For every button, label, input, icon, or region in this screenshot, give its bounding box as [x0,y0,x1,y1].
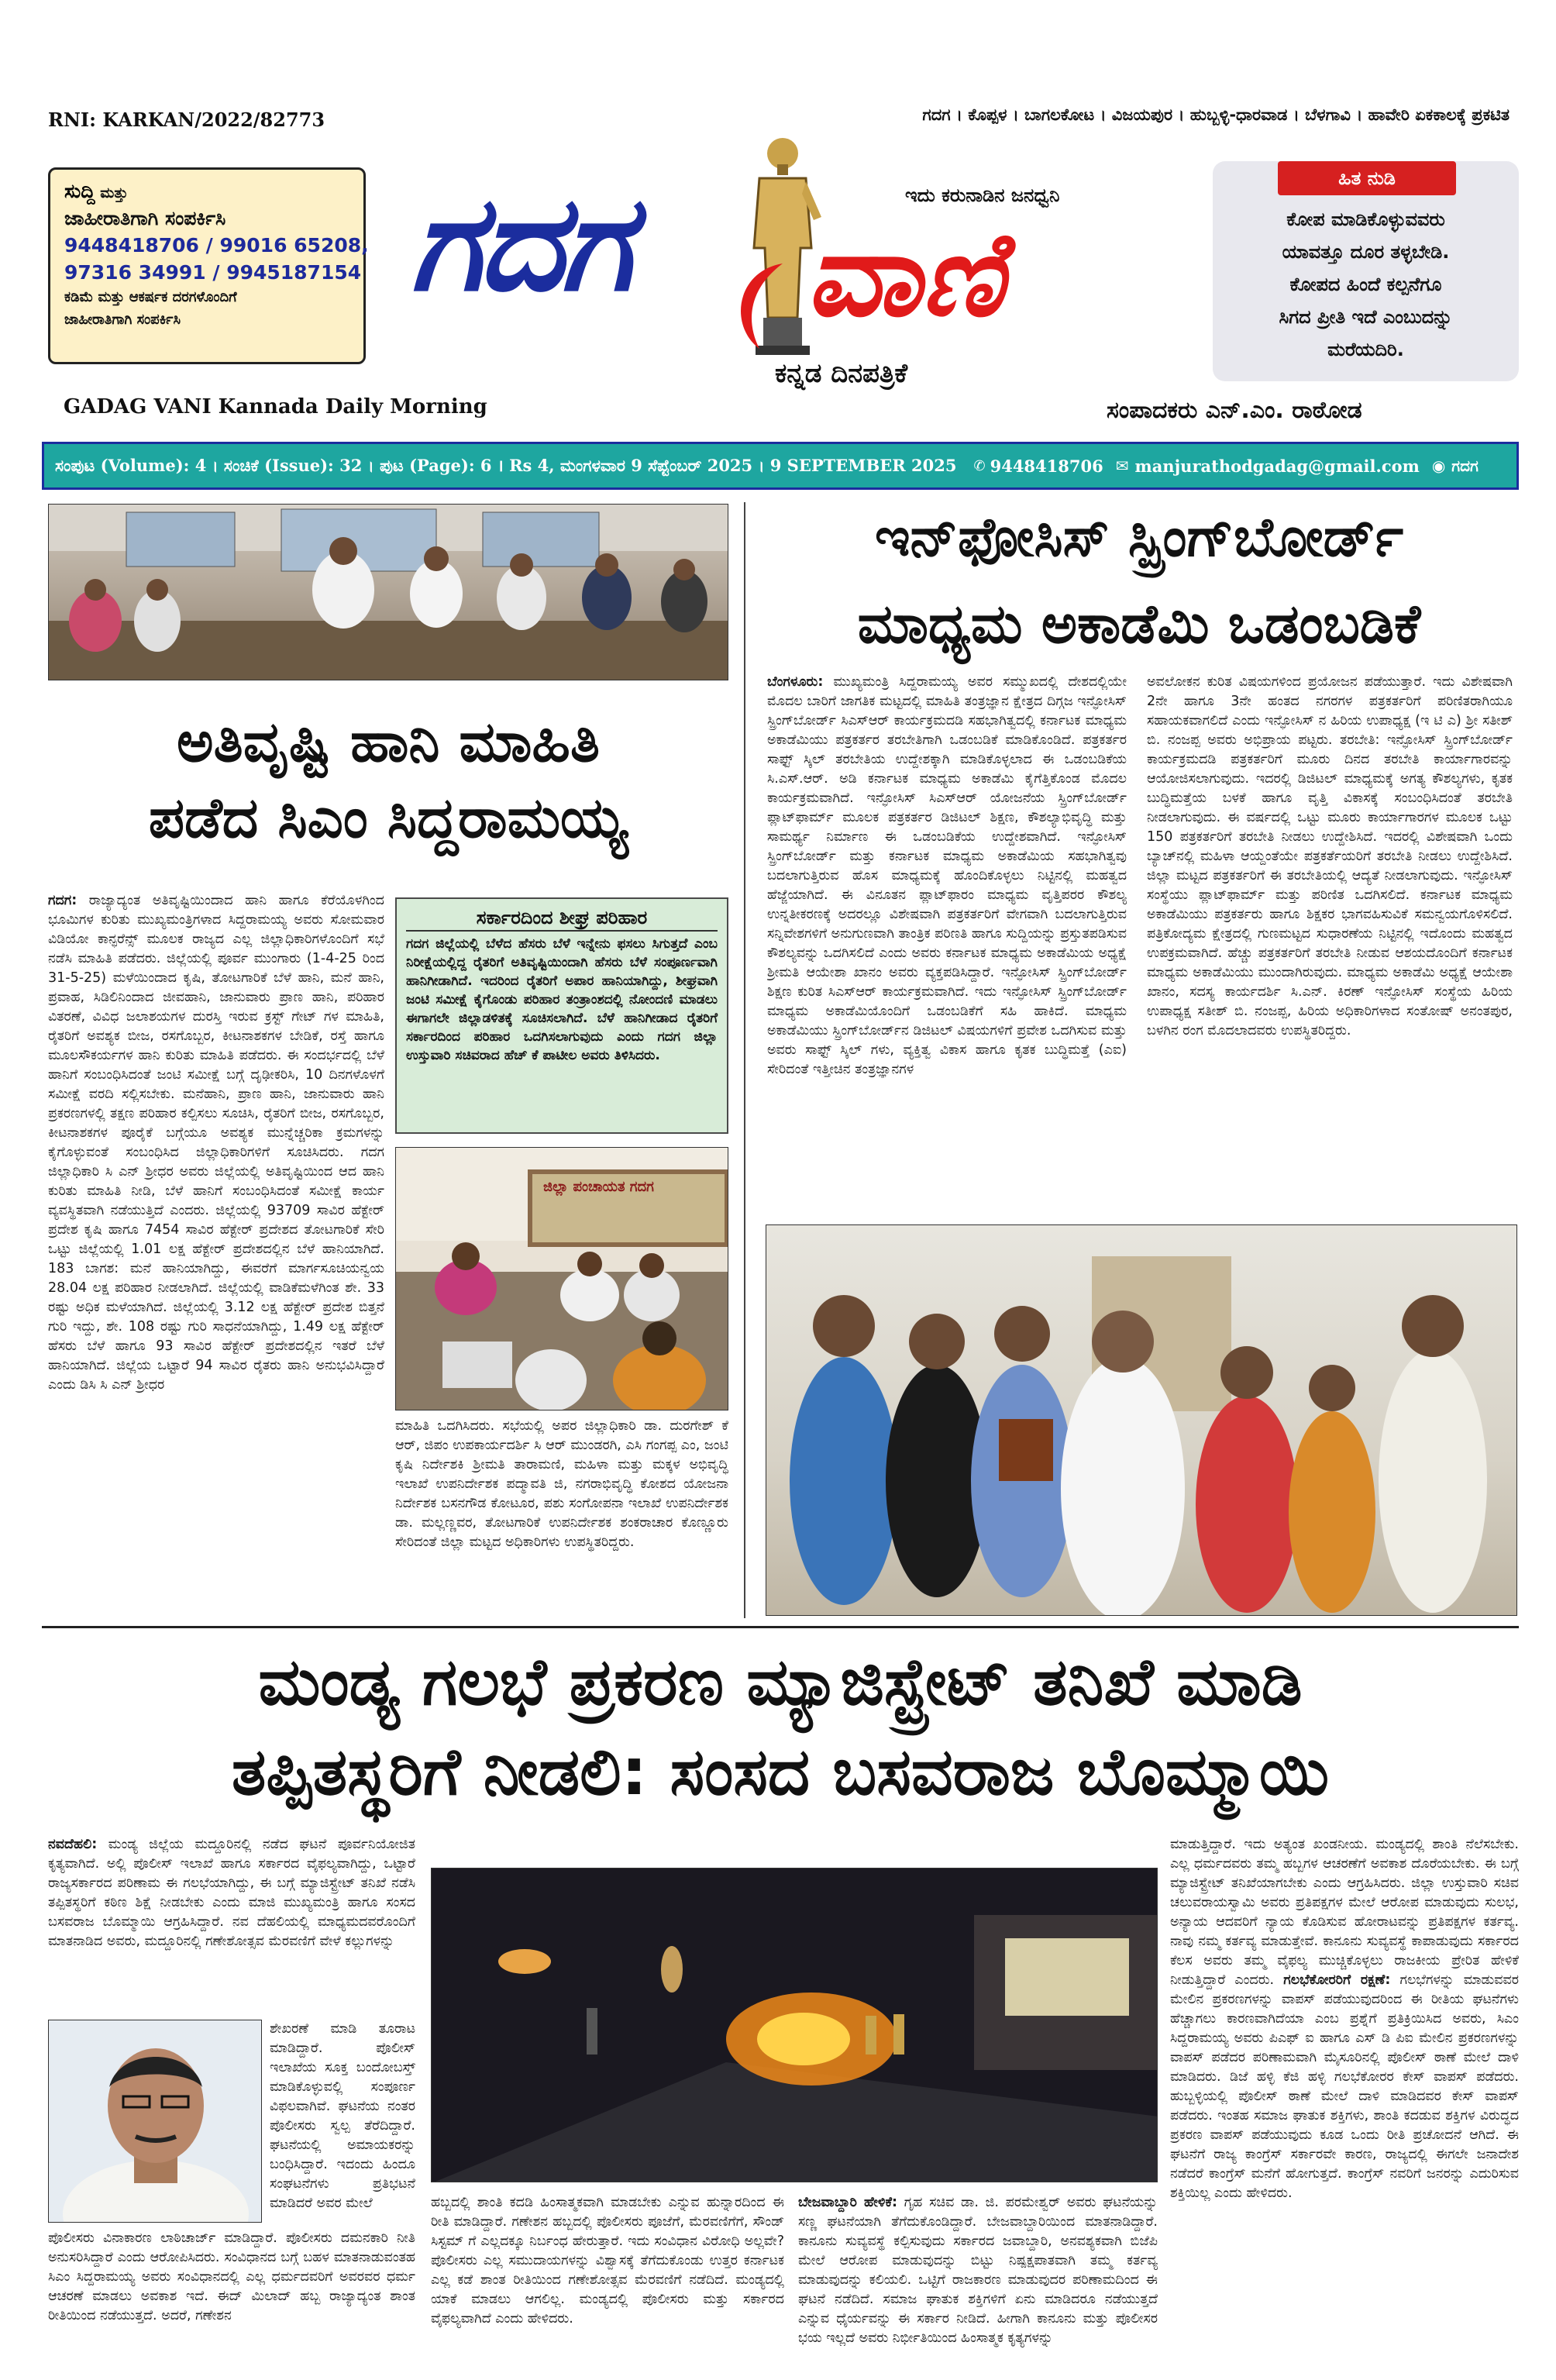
quote-line-2: ಯಾವತ್ತೂ ದೂರ ತಳ್ಳಬೇಡಿ. [1282,241,1450,263]
contact-title-b: ಮತ್ತು [95,184,129,201]
story2-headline-1: ಇನ್‌ಫೋಸಿಸ್ ಸ್ಪ್ರಿಂಗ್‌ಬೋರ್ಡ್ [874,505,1404,569]
story3-text-4b: ಗಲಭೆಗಳನ್ನು ಮಾಡುವವರ ಮೇಲಿನ ಪ್ರಕರಣಗಳನ್ನು ವಾಪಸ್ ಪಡೆಯುವುದರಿಂದ ಈ ರೀತಿಯ ಘಟನೆಗಳು ಹೆಚ್ಚಾಗಲು ಕಾರಣವಾಗಿದೆಯಾ ಎಂಬ ಪ್ರಶ್ನೆಗೆ ಪ್ರತಿಕ್ರಿಯಿಸಿದ ಅವರು, ಸಿಎಂ ಸಿದ್ದರಾಮಯ್ಯ ಅವರು ಪಿಎಫ್ ಐ ಹಾಗೂ ಎಸ್ ಡಿ ಪಿಐ ಮೇಲಿನ ಪ್ರಕರಣಗಳನ್ನು ವಾಪಸ್ ಪಡೆದರ ಪರಿಣಾಮವಾಗಿ ಮೈಸೂರಿನಲ್ಲಿ ಪೊಲೀಸ್ ಠಾಣೆ ಮೇಲೆ ದಾಳಿ ಮಾಡಿದರು. ಡಿಜೆ ಹಳ್ಳಿ ಕೆಜಿ ಹಳ್ಳಿ ಗಲಭೆಕೋರರ ಕೇಸ್ ವಾಪಸ್ ಪಡೆದರು. ಹುಬ್ಬಳ್ಳಿಯಲ್ಲಿ ಪೊಲೀಸ್ ಠಾಣೆ ಮೇಲೆ ದಾಳಿ ಮಾಡಿದವರ ಕೇಸ್ ವಾಪಸ್ ಪಡೆದರು. ಇಂತಹ ಸಮಾಜ ಘಾತುಕ ಶಕ್ತಿಗಳು, ಶಾಂತಿ ಕದಡುವ ಶಕ್ತಿಗಳ ವಿರುದ್ಧದ ಪ್ರಕರಣ ವಾಪಸ್ ಪಡೆಯುವುದು ಕೂಡ ಒಂದು ರೀತಿ ಪ್ರಚೋದನೆ ಆಗಿದೆ. ಈ ಘಟನೆಗೆ ರಾಜ್ಯ ಕಾಂಗ್ರೆಸ್ ಸರ್ಕಾರವೇ ಕಾರಣ, ರಾಜ್ಯದಲ್ಲಿ ಈಗಲೇ ಜನಾದೇಶ ನಡೆದರೆ ಕಾಂಗ್ರೆಸ್ ಮನೆಗೆ ಹೋಗುತ್ತದೆ. ಕಾಂಗ್ರೆಸ್ ನವರಿಗೆ ಜನರನ್ನು ಎದುರಿಸುವ ಶಕ್ತಿಯಿಲ್ಲ ಎಂದು ಹೇಳಿದರು. [1170,1972,1519,2201]
relief-box-body: ಗದಗ ಜಿಲ್ಲೆಯಲ್ಲಿ ಬೆಳೆದ ಹೆಸರು ಬೆಳೆ ಇನ್ನೇನು ಫಸಲು ಸಿಗುತ್ತದೆ ಎಂಬ ನಿರೀಕ್ಷೆಯಲ್ಲಿದ್ದ ರೈತರಿಗೆ ಅತಿವೃಷ್ಟಿಯಿಂದಾಗಿ ಹೆಸರು ಬೆಳೆ ಸಂಪೂರ್ಣವಾಗಿ ಹಾನಿಗೀಡಾಗಿದೆ. ಇದರಿಂದ ರೈತರಿಗೆ ಅಪಾರ ಹಾನಿಯಾಗಿದ್ದು, ಶೀಘ್ರವಾಗಿ ಜಂಟಿ ಸಮೀಕ್ಷೆ ಕೈಗೊಂಡು ಪರಿಹಾರ ತಂತ್ರಾಂಶದಲ್ಲಿ ನೋಂದಣಿ ಮಾಡಲು ಈಗಾಗಲೇ ಜಿಲ್ಲಾಡಳಿತಕ್ಕೆ ಸೂಚಿಸಲಾಗಿದೆ. ಬೆಳೆ ಹಾನಿಗೀಡಾದ ರೈತರಿಗೆ ಸರ್ಕಾರದಿಂದ ಪರಿಹಾರ ಒದಗಿಸಲಾಗುವುದು ಎಂದು ಗದಗ ಜಿಲ್ಲಾ ಉಸ್ತುವಾರಿ ಸಚಿವರಾದ ಹೆಚ್ ಕೆ ಪಾಟೀಲ ಅವರು ತಿಳಿಸಿದರು. [406,936,718,1063]
quote-line-3: ಕೋಪದ ಹಿಂದೆ ಕಲ್ಪನೆಗೂ [1289,274,1442,295]
phone-icon: ✆ [973,457,986,474]
quote-line-5: ಮರೆಯದಿರಿ. [1327,339,1404,360]
story3-headline-2: ತಪ್ಪಿತಸ್ಥರಿಗೆ ನೀಡಲಿ: ಸಂಸದ ಬಸವರಾಜ ಬೊಮ್ಮಾಯಿ [231,1734,1330,1810]
story2-dateline: ಬೆಂಗಳೂರು: [767,674,824,690]
location-icon: ◉ [1431,456,1446,475]
story2-body-col2 [1147,673,1513,1215]
relief-box-title: ಸರ್ಕಾರದಿಂದ ಶೀಘ್ರ ಪರಿಹಾರ [406,905,718,932]
story1-body-col1 [48,891,384,1612]
basavaraj-bommai-portrait [48,2020,262,2223]
logo-tagline: ಇದು ಕರುನಾಡಿನ ಜನಧ್ವನಿ [905,184,1060,206]
logo-vani: ವಾಣಿ [806,208,1004,343]
story3-text-2: ಹಬ್ಬದಲ್ಲಿ ಶಾಂತಿ ಕದಡಿ ಹಿಂಸಾತ್ಮಕವಾಗಿ ಮಾಡಬೇಕು ಎನ್ನುವ ಹುನ್ನಾರದಿಂದ ಈ ರೀತಿ ಮಾಡಿದ್ದಾರೆ. ಗಣೇಶನ ಹಬ್ಬದಲ್ಲಿ ಪೊಲೀಸರು ಪೂಜೆಗೆ, ಮೆರವಣಿಗೆಗೆ, ಸೌಂಡ್ ಸಿಸ್ಟಮ್ ಗೆ ಎಲ್ಲದಕ್ಕೂ ನಿರ್ಬಂಧ ಹೇರುತ್ತಾರೆ. ಇದು ಸಂವಿಧಾನ ವಿರೋಧಿ ಅಲ್ಲವೇ? ಪೊಲೀಸರು ಎಲ್ಲ ಸಮುದಾಯಗಳನ್ನು ವಿಶ್ವಾಸಕ್ಕೆ ತೆಗೆದುಕೊಂಡು ಉತ್ತರ ಕರ್ನಾಟಕ ಎಲ್ಲ ಕಡೆ ಶಾಂತ ರೀತಿಯಿಂದ ಗಣೇಶೋತ್ಸವ ಮೆರವಣಿಗೆ ನಡೆದಿದೆ. ಮಂಡ್ಯದಲ್ಲಿ ಯಾಕೆ ಮಾಡಲು ಆಗಲಿಲ್ಲ. ಮಂಡ್ಯದಲ್ಲಿ ಪೊಲೀಸರು ಮತ್ತು ಸರ್ಕಾರದ ವೈಫಲ್ಯವಾಗಿದೆ ಎಂದು ಹೇಳಿದರು. [431,2195,784,2327]
story3-body-col3 [798,2193,1158,2368]
subtitle-kannada-daily: ಕನ್ನಡ ದಿನಪತ್ರಿಕೆ [775,358,908,389]
story2-headline-2: ಮಾಧ್ಯಮ ಅಕಾಡೆಮಿ ಒಡಂಬಡಿಕೆ [857,592,1421,656]
bar-phone: 9448418706 [990,456,1103,476]
quote-line-1: ಕೋಪ ಮಾಡಿಕೊಳ್ಳುವವರು [1286,208,1445,230]
story3-body-col1-top [48,1835,415,2012]
contact-box [48,167,369,364]
issue-info: ಸಂಪುಟ (Volume): 4 । ಸಂಚಿಕೆ (Issue): 32 । ಪುಟ (Page): 6 । Rs 4, ಮಂಗಳವಾರ 9 ಸೆಪ್ಟೆಂಬರ್ 2025 । 9 SEPTEMBER 2025 [55,456,957,475]
story3-headline-1: ಮಂಡ್ಯ ಗಲಭೆ ಪ್ರಕರಣ ಮ್ಯಾಜಿಸ್ಟ್ರೇಟ್ ತನಿಖೆ ಮಾಡಿ [258,1644,1303,1720]
story3-body-col1-side [270,2020,415,2223]
mandya-clash-fire-photo [431,1868,1158,2182]
cm-meeting-photo [48,504,728,680]
story3-body-col1-bottom [48,2229,415,2368]
logo-gadag: ಗದಗ [411,167,629,321]
story3-text-4a: ಮಾಡುತ್ತಿದ್ದಾರೆ. ಇದು ಅತ್ಯಂತ ಖಂಡನೀಯ. ಮಂಡ್ಯದಲ್ಲಿ ಶಾಂತಿ ನೆಲೆಸಬೇಕು. ಎಲ್ಲ ಧರ್ಮದವರು ತಮ್ಮ ಹಬ್ಬಗಳ ಆಚರಣೆಗೆ ಅವಕಾಶ ದೊರೆಯಬೇಕು. ಈ ಬಗ್ಗೆ ಮ್ಯಾಜಿಸ್ಟ್ರೇಟ್ ತನಿಖೆಯಾಗಬೇಕು ಎಂದು ಆಗ್ರಹಿಸಿದರು. ಜಿಲ್ಲಾ ಉಸ್ತುವಾರಿ ಸಚಿವ ಚಲುವರಾಯಸ್ವಾಮಿ ಅವರು ಪ್ರತಿಪಕ್ಷಗಳ ಮೇಲೆ ಆರೋಪ ಮಾಡುವುದು ಸುಲಭ, ಅನ್ಯಾಯ ಆದವರಿಗೆ ನ್ಯಾಯ ಕೊಡಿಸುವ ಹೋರಾಟವನ್ನು ಪ್ರತಿಪಕ್ಷಗಳ ಕರ್ತವ್ಯ. ನಾವು ನಮ್ಮ ಕರ್ತವ್ಯ ಮಾಡುತ್ತೇವೆ. ಕಾನೂನು ಸುವ್ಯವಸ್ಥೆ ಕಾಪಾಡುವುದು ಸರ್ಕಾರದ ಕೆಲಸ ಅವರು ತಮ್ಮ ವೈಫಲ್ಯ ಮುಚ್ಚಿಕೊಳ್ಳಲು ರಾಜಕೀಯ ಪ್ರೇರಿತ ಹೇಳಿಕೆ ನೀಡುತ್ತಿದ್ದಾರೆ ಎಂದರು. [1170,1837,1519,1988]
story1-headline-2: ಪಡೆದ ಸಿಎಂ ಸಿದ್ದರಾಮಯ್ಯ [148,785,628,850]
story3-subhead-irresponsible: ಬೇಜವಾಬ್ದಾರಿ ಹೇಳಿಕೆ: [798,2195,898,2210]
story1-text-1: ರಾಜ್ಯಾದ್ಯಂತ ಅತಿವೃಷ್ಟಿಯಿಂದಾದ ಹಾನಿ ಹಾಗೂ ಕೆರೆಯೊಳಗಿಂದ ಭೂಮಿಗಳ ಕುರಿತು ಮುಖ್ಯಮಂತ್ರಿಗಳಾದ ಸಿದ್ದರಾಮಯ್ಯ ಅವರು ಸೋಮವಾರ ವಿಡಿಯೋ ಕಾನ್ಫರೆನ್ಸ್ ಮೂಲಕ ರಾಜ್ಯದ ಎಲ್ಲ ಜಿಲ್ಲಾಧಿಕಾರಿಗಳೊಂದಿಗೆ ಸಭೆ ನಡೆಸಿ ಮಾಹಿತಿ ಪಡೆದರು. ಜಿಲ್ಲೆಯಲ್ಲಿ ಪೂರ್ವ ಮುಂಗಾರು (1-4-25 ರಿಂದ 31-5-25) ಮಳೆಯಿಂದಾದ ಕೃಷಿ, ತೋಟಗಾರಿಕೆ ಬೆಳೆ ಹಾನಿ, ಮನೆ ಹಾನಿ, ಪ್ರವಾಹ, ಸಿಡಿಲಿನಿಂದಾದ ಜೀವಹಾನಿ, ಜಾನುವಾರು ಪ್ರಾಣ ಹಾನಿ, ಪರಿಹಾರ ವಿತರಣೆ, ವಿವಿಧ ಜಲಾಶಯಗಳ ದುರಸ್ತಿ ಇರುವ ಕ್ರಸ್ಟ್ ಗೇಟ್ ಗಳ ಮಾಹಿತಿ, ರೈತರಿಗೆ ಅವಶ್ಯಕ ಬೀಜ, ರಸಗೊಬ್ಬರ, ಕೀಟನಾಶಕಗಳ ಬೇಡಿಕೆ, ರಸ್ತೆ ಹಾಗೂ ಮೂಲಸೌಕರ್ಯಗಳ ಹಾನಿ ಕುರಿತು ಮಾಹಿತಿ ಪಡೆದರು. ಈ ಸಂದರ್ಭದಲ್ಲಿ ಬೆಳೆ ಹಾನಿಗೆ ಸಂಬಂಧಿಸಿದಂತೆ ಜಂಟಿ ಸಮೀಕ್ಷೆ ಬಗ್ಗೆ ದೃಢೀಕರಿಸಿ, 10 ದಿನಗಳೊಳಗೆ ಸಮೀಕ್ಷೆ ವರದಿ ಸಲ್ಲಿಸಬೇಕು. ಮನೆಹಾನಿ, ಪ್ರಾಣ ಹಾನಿ, ಜಾನುವಾರು ಹಾನಿ ಪ್ರಕರಣಗಳಲ್ಲಿ ತಕ್ಷಣ ಪರಿಹಾರ ಕಲ್ಪಿಸಲು ಸೂಚಿಸಿ, ರೈತರಿಗೆ ಬೀಜ, ರಸಗೊಬ್ಬರ, ಕೀಟನಾಶಕಗಳ ಪೂರೈಕೆ ಬಗ್ಗೆಯೂ ಅವಶ್ಯಕ ಮುನ್ನೆಚ್ಚರಿಕಾ ಕ್ರಮಗಳನ್ನು ಕೈಗೊಳ್ಳುವಂತೆ ಸಂಬಂಧಿಸಿದ ಜಿಲ್ಲಾಧಿಕಾರಿಗಳಿಗೆ ಸೂಚಿಸಿದರು. ಗದಗ ಜಿಲ್ಲಾಧಿಕಾರಿ ಸಿ ಎನ್ ಶ್ರೀಧರ ಅವರು ಜಿಲ್ಲೆಯಲ್ಲಿ ಅತಿವೃಷ್ಟಿಯಿಂದ ಆದ ಹಾನಿ ಕುರಿತು ಮಾಹಿತಿ ನೀಡಿ, ಬೆಳೆ ಹಾನಿಗೆ ಸಂಬಂಧಿಸಿದಂತೆ ಸಮೀಕ್ಷೆ ಕಾರ್ಯ ವ್ಯವಸ್ಥಿತವಾಗಿ ನಡೆಯುತ್ತಿದೆ ಎಂದರು. ಜಿಲ್ಲೆಯಲ್ಲಿ 93709 ಸಾವಿರ ಹೆಕ್ಟೇರ್ ಪ್ರದೇಶ ಕೃಷಿ ಹಾಗೂ 7454 ಸಾವಿರ ಹೆಕ್ಟೇರ್ ಪ್ರದೇಶದ ತೋಟಗಾರಿಕೆ ಸೇರಿ ಒಟ್ಟು ಜಿಲ್ಲೆಯಲ್ಲಿ 1.01 ಲಕ್ಷ ಹೆಕ್ಟೇರ್ ಪ್ರದೇಶದಲ್ಲಿನ ಬೆಳೆ ಹಾನಿಯಾಗಿದೆ. 183 ಬಾಗಶ: ಮನೆ ಹಾನಿಯಾಗಿದ್ದು, ಈವರೆಗೆ ಮಾರ್ಗಸೂಚಿಯನ್ವಯ 28.04 ಲಕ್ಷ ಪರಿಹಾರ ನೀಡಲಾಗಿದೆ. ಜಿಲ್ಲೆಯಲ್ಲಿ ವಾಡಿಕೆಮಳೆಗಿಂತ ಶೇ. 33 ರಷ್ಟು ಅಧಿಕ ಮಳೆಯಾಗಿದೆ. ಜಿಲ್ಲೆಯಲ್ಲಿ 3.12 ಲಕ್ಷ ಹೆಕ್ಟೇರ್ ಪ್ರದೇಶ ಬಿತ್ತನೆ ಗುರಿ ಇದ್ದು, ಶೇ. 108 ರಷ್ಟು ಗುರಿ ಸಾಧನೆಯಾಗಿದ್ದು, 1.49 ಲಕ್ಷ ಹೆಕ್ಟೇರ್ ಹೆಸರು ಬೆಳೆ ಹಾಗೂ 93 ಸಾವಿರ ಹೆಕ್ಟೇರ್ ಪ್ರದೇಶದಲ್ಲಿನ ಇತರೆ ಬೆಳೆ ಹಾನಿಯಾಗಿದೆ. ಜಿಲ್ಲೆಯ ಒಟ್ಟಾರೆ 94 ಸಾವಿರ ರೈತರು ಹಾನಿ ಅನುಭವಿಸಿದ್ದಾರೆ ಎಂದು ಡಿಸಿ ಸಿ ಎನ್ ಶ್ರೀಧರ [48,893,384,1393]
relief-box [395,897,728,1134]
story1-dateline: ಗದಗ: [48,893,77,908]
rni-number: RNI: KARKAN/2022/82773 [48,108,325,131]
contact-note-1: ಕಡಿಮೆ ಮತ್ತು ಆಕರ್ಷಕ ದರಗಳೊಂದಿಗೆ [64,289,237,305]
section-divider [42,1626,1519,1628]
story1-headline-1: ಅತಿವೃಷ್ಟಿ ಹಾನಿ ಮಾಹಿತಿ [177,709,600,774]
contact-note-2: ಜಾಹೀರಾತಿಗಾಗಿ ಸಂಪರ್ಕಿಸಿ [64,312,181,328]
issue-info-bar [42,442,1519,490]
bar-email: manjurathodgadag@gmail.com [1134,456,1420,476]
story2-body-col1 [767,673,1127,1215]
story1-body-col2 [395,1417,728,1612]
quote-title: ಹಿತ ನುಡಿ [1278,161,1456,195]
contact-title-a: ಸುದ್ದಿ [64,180,95,202]
story3-subhead-rioters: ಗಲಭೆಕೋರರಿಗೆ ರಕ್ಷಣೆ: [1283,1972,1391,1988]
story3-body-col2 [431,2193,784,2368]
contact-phones-2: 97316 34991 / 9945187154 [64,261,362,284]
story3-dateline: ನವದೆಹಲಿ: [48,1837,98,1852]
story1-text-2: ಮಾಹಿತಿ ಒದಗಿಸಿದರು. ಸಭೆಯಲ್ಲಿ ಅಪರ ಜಿಲ್ಲಾಧಿಕಾರಿ ಡಾ. ದುರಗೇಶ್ ಕೆ ಆರ್, ಜಿಪಂ ಉಪಕಾರ್ಯದರ್ಶಿ ಸಿ ಆರ್ ಮುಂಡರಗಿ, ಎಸಿ ಗಂಗಪ್ಪ ಎಂ, ಜಂಟಿ ಕೃಷಿ ನಿರ್ದೇಶಕಿ ಶ್ರೀಮತಿ ತಾರಾಮಣಿ, ಮಹಿಳಾ ಮತ್ತು ಮಕ್ಕಳ ಅಭಿವೃದ್ಧಿ ಇಲಾಖೆ ಉಪನಿರ್ದೇಶಕ ಪದ್ಮಾವತಿ ಜಿ, ನಗರಾಭಿವೃದ್ಧಿ ಕೋಶದ ಯೋಜನಾ ನಿರ್ದೇಶಕ ಬಸನಗೌಡ ಕೋಟೂರ, ಪಶು ಸಂಗೋಪನಾ ಇಲಾಖೆ ಉಪನಿರ್ದೇಶಕ ಡಾ. ಮಲ್ಲಣ್ಣವರ, ತೋಟಗಾರಿಕೆ ಉಪನಿರ್ದೇಶಕ ಶಂಕರಾಚಾರ ಕೊಣ್ಣೂರು ಸೇರಿದಂತೆ ಜಿಲ್ಲಾ ಮಟ್ಟದ ಅಧಿಕಾರಿಗಳು ಉಪಸ್ಥಿತರಿದ್ದರು. [395,1418,728,1550]
contact-phones-1: 9448418706 / 99016 65208, [64,234,369,257]
story2-text-1: ಮುಖ್ಯಮಂತ್ರಿ ಸಿದ್ದರಾಮಯ್ಯ ಅವರ ಸಮ್ಮುಖದಲ್ಲಿ ದೇಶದಲ್ಲಿಯೇ ಮೊದಲ ಬಾರಿಗೆ ಜಾಗತಿಕ ಮಟ್ಟದಲ್ಲಿ ಮಾಹಿತಿ ತಂತ್ರಜ್ಞಾನ ಕ್ಷೇತ್ರದ ದಿಗ್ಗಜ ಇನ್ಫೋಸಿಸ್ ಸ್ಪ್ರಿಂಗ್‌ಬೋರ್ಡ್ ಸಿಎಸ್‌ಆರ್ ಕಾರ್ಯಕ್ರಮದಡಿ ಸಹಭಾಗಿತ್ವದಲ್ಲಿ ಕರ್ನಾಟಕ ಮಾಧ್ಯಮ ಅಕಾಡೆಮಿಯು ಪತ್ರಕರ್ತರ ತರಬೇತಿಗಾಗಿ ಒಡಂಬಡಿಕೆ ಮಾಡಿಕೊಂಡಿದೆ. ಪತ್ರಕರ್ತರ ಸಾಫ್ಟ್ ಸ್ಕಿಲ್ ತರಬೇತಿಯ ಉದ್ದೇಶಕ್ಕಾಗಿ ಮಾಡಿಕೊಳ್ಳಲಾದ ಈ ಒಡಂಬಡಿಕೆಯ ಸಿ.ಎಸ್.ಆರ್. ಅಡಿ ಕರ್ನಾಟಕ ಮಾಧ್ಯಮ ಅಕಾಡೆಮಿ ಕೈಗೆತ್ತಿಕೊಂಡ ಮೊದಲ ಕಾರ್ಯಕ್ರಮವಾಗಿದೆ. ಇನ್ಫೋಸಿಸ್ ಸಿಎಸ್‌ಆರ್ ಯೋಜನೆಯ ಸ್ಪ್ರಿಂಗ್‌ಬೋರ್ಡ್ ಪ್ಲಾಟ್‌ಫಾರ್ಮ್ ಮೂಲಕ ಪತ್ರಕರ್ತರ ಡಿಜಿಟಲ್ ಶಿಕ್ಷಣ, ಕೌಶಲ್ಯಾಭಿವೃದ್ಧಿ ಮತ್ತು ಸಾಮರ್ಥ್ಯ ನಿರ್ಮಾಣ ಈ ಒಡಂಬಡಿಕೆಯ ಉದ್ದೇಶವಾಗಿದೆ. ಇನ್ಫೋಸಿಸ್ ಸ್ಪ್ರಿಂಗ್‌ಬೋರ್ಡ್ ಮತ್ತು ಕರ್ನಾಟಕ ಮಾಧ್ಯಮ ಅಕಾಡೆಮಿಯ ಸಹಭಾಗಿತ್ವವು ಬದಲಾಗುತ್ತಿರುವ ಹೊಸ ಮಾಧ್ಯಮಕ್ಕೆ ಹೊಂದಿಕೊಳ್ಳಲು ನಿಟ್ಟಿನಲ್ಲಿ ಮಹತ್ವದ ಹೆಜ್ಜೆಯಾಗಿದೆ. ಈ ವಿನೂತನ ಪ್ಲಾಟ್‌ಫಾರಂ ಮಾಧ್ಯಮ ವೃತ್ತಿಪರರ ಕೌಶಲ್ಯ ಉನ್ನತೀಕರಣಕ್ಕೆ ಅದರಲ್ಲೂ ವಿಶೇಷವಾಗಿ ಪತ್ರಕರ್ತರಿಗೆ ವೇಗವಾಗಿ ಬದಲಾಗುತ್ತಿರುವ ಸನ್ನಿವೇಶಗಳಿಗೆ ಅನುಗುಣವಾಗಿ ತಾಂತ್ರಿಕ ಪರಿಣತಿ ಹಾಗೂ ಸುದ್ದಿಯನ್ನು ಪ್ರಸ್ತುತಪಡಿಸುವ ಕೌಶಲ್ಯವನ್ನು ಒದಗಿಸಲಿದೆ ಎಂದು ಅವರು ಕರ್ನಾಟಕ ಮಾಧ್ಯಮ ಅಕಾಡೆಮಿಯ ಅಧ್ಯಕ್ಷೆ ಶ್ರೀಮತಿ ಆಯೇಶಾ ಖಾನಂ ಅವರು ವ್ಯಕ್ತಪಡಿಸಿದ್ದಾರೆ. ಇನ್ಫೋಸಿಸ್ ಸ್ಪ್ರಿಂಗ್‌ಬೋರ್ಡ್ ಶಿಕ್ಷಣ ಕುರಿತ ಸಿಎಸ್‌ಆರ್ ಕಾರ್ಯಕ್ರಮವಾಗಿದೆ. ಇದು ಇನ್ಫೋಸಿಸ್ ಸ್ಪ್ರಿಂಗ್‌ಬೋರ್ಡ್ ಮಾಧ್ಯಮ ಅಕಾಡೆಮಿಯೊಂದಿಗೆ ಒಡಂಬಡಿಕೆಗೆ ಸಹಿ ಹಾಕಿದೆ. ಮಾಧ್ಯಮ ಅಕಾಡೆಮಿಯು ಸ್ಪ್ರಿಂಗ್‌ಬೋರ್ಡ್‌ನ ಡಿಜಿಟಲ್ ವಿಷಯಗಳಿಗೆ ಪ್ರವೇಶ ಒದಗಿಸುವ ಮತ್ತು ಅವರು ಸಾಫ್ಟ್ ಸ್ಕಿಲ್ ಗಳು, ವ್ಯಕ್ತಿತ್ವ ವಿಕಾಸ ಹಾಗೂ ಕೃತಕ ಬುದ್ಧಿಮತ್ತೆ (ಎಐ) ಸೇರಿದಂತೆ ಇತ್ತೀಚಿನ ತಂತ್ರಜ್ಞಾನಗಳ [767,674,1127,1077]
zp-meeting-photo [395,1147,728,1410]
bar-place: ಗದಗ [1451,456,1479,475]
story3-text-bottom: ಪೊಲೀಸರು ವಿನಾಕಾರಣ ಲಾಠಿಚಾರ್ಜ್ ಮಾಡಿದ್ದಾರೆ. ಪೊಲೀಸರು ದಮನಕಾರಿ ನೀತಿ ಅನುಸರಿಸಿದ್ದಾರೆ ಎಂದು ಆರೋಪಿಸಿದರು. ಸಂವಿಧಾನದ ಬಗ್ಗೆ ಬಹಳ ಮಾತನಾಡುವಂತಹ ಸಿಎಂ ಸಿದ್ದರಾಮಯ್ಯ ಅವರು ಸಂವಿಧಾನದಲ್ಲಿ ಎಲ್ಲ ಧರ್ಮದವರಿಗೆ ಅವರವರ ಧರ್ಮ ಆಚರಣೆ ಮಾಡಲು ಅವಕಾಶ ಇದೆ. ಈದ್ ಮಿಲಾದ್ ಹಬ್ಬ ರಾಜ್ಯಾದ್ಯಂತ ಶಾಂತ ರೀತಿಯಿಂದ ನಡೆಯುತ್ತದೆ. ಅದರೆ, ಗಣೇಶನ [48,2230,415,2323]
quote-line-4: ಸಿಗದ ಪ್ರೀತಿ ಇದೆ ಎಂಬುದನ್ನು [1279,306,1453,328]
editor-name: ಸಂಪಾದಕರು ಎನ್.ಎಂ. ರಾಠೋಡ [1107,397,1362,424]
story2-text-2: ಅವಲೋಕನ ಕುರಿತ ವಿಷಯಗಳಿಂದ ಪ್ರಯೋಜನ ಪಡೆಯುತ್ತಾರೆ. ಇದು ವಿಶೇಷವಾಗಿ 2ನೇ ಹಾಗೂ 3ನೇ ಹಂತದ ನಗರಗಳ ಪತ್ರಕರ್ತರಿಗೆ ಪರಿಣಿತರಾಗಿಯೂ ಸಹಾಯಕವಾಗಲಿದೆ ಎಂದು ಇನ್ಫೋಸಿಸ್ ನ ಹಿರಿಯ ಉಪಾಧ್ಯಕ್ಷ (ಇ ಟಿ ಎ) ಶ್ರೀ ಸತೀಶ್ ಬಿ. ನಂಜಪ್ಪ ಅವರು ಅಭಿಪ್ರಾಯ ಪಟ್ಟರು. ತರಬೇತಿ: ಇನ್ಫೋಸಿಸ್ ಸ್ಪ್ರಿಂಗ್‌ಬೋರ್ಡ್ ಕಾರ್ಯಕ್ರಮದಡಿ ಪತ್ರಕರ್ತರಿಗೆ ಮೂರು ದಿನದ ತರಬೇತಿ ಕಾರ್ಯಾಗಾರವನ್ನು ಆಯೋಜಿಸಲಾಗುವುದು. ಇದರಲ್ಲಿ ಡಿಜಿಟಲ್ ಮಾಧ್ಯಮಕ್ಕೆ ಅಗತ್ಯ ಕೌಶಲ್ಯಗಳು, ಕೃತಕ ಬುದ್ಧಿಮತ್ತೆಯ ಬಳಕೆ ಹಾಗೂ ವೃತ್ತಿ ವಿಕಾಸಕ್ಕೆ ಸಂಬಂಧಿಸಿದಂತೆ ತರಬೇತಿ ನೀಡಲಾಗುವುದು. ಈ ವರ್ಷದಲ್ಲಿ ಒಟ್ಟು ಮೂರು ಕಾರ್ಯಾಗಾರಗಳ ಮೂಲಕ ಒಟ್ಟು 150 ಪತ್ರಕರ್ತರಿಗೆ ತರಬೇತಿ ನೀಡಲು ಉದ್ದೇಶಿಸಿದೆ. ಇದರಲ್ಲಿ ವಿಶೇಷವಾಗಿ ಒಂದು ಬ್ಯಾಚ್‌ನಲ್ಲಿ ಮಹಿಳಾ ಆಯ್ದಂತೆಯೇ ಪತ್ರಕರ್ತೆಯರಿಗೆ ತರಬೇತಿ ನೀಡಲು ಉದ್ದೇಶಿಸಿದೆ. ಜಿಲ್ಲಾ ಮಟ್ಟದ ಪತ್ರಕರ್ತರಿಗೆ ಈ ತರಬೇತಿಯಲ್ಲಿ ಆದ್ಯತೆ ನೀಡಲಾಗುವುದು. ಇನ್ಫೋಸಿಸ್ ಸಂಸ್ಥೆಯು ಪ್ಲಾಟ್‌ಫಾರ್ಮ್ ಮತ್ತು ಪರಿಣಿತ ಒದಗಿಸಲಿದೆ. ಕರ್ನಾಟಕ ಮಾಧ್ಯಮ ಅಕಾಡೆಮಿಯು ಪತ್ರಕರ್ತರು ಹಾಗೂ ಶಿಕ್ಷಕರ ಭಾಗವಹಿಸುವಿಕೆ ಸಮನ್ವಯಗೊಳಿಸಲಿದೆ. ಪತ್ರಿಕೋದ್ಯಮ ಕ್ಷೇತ್ರದಲ್ಲಿ ಗುಣಮಟ್ಟದ ಸುಧಾರಣೆಯ ನಿಟ್ಟಿನಲ್ಲಿ ಇದೊಂದು ಮಹತ್ವದ ಉಪಕ್ರಮವಾಗಿದೆ. ಹೆಚ್ಚು ಪತ್ರಕರ್ತರಿಗೆ ತರಬೇತಿ ನೀಡುವ ಆಶಯದೊಂದಿಗೆ ಕರ್ನಾಟಕ ಮಾಧ್ಯಮ ಅಕಾಡೆಮಿಯು ಮುಂದಾಗಿರುವುದು. ಮಾಧ್ಯಮ ಅಕಾಡೆಮಿ ಅಧ್ಯಕ್ಷೆ ಆಯೇಶಾ ಖಾನಂ, ಸದಸ್ಯ ಕಾರ್ಯದರ್ಶಿ ಸಿ.ಎನ್. ಕಿರಣ್ ಇನ್ಫೋಸಿಸ್ ಸಂಸ್ಥೆಯ ಹಿರಿಯ ಉಪಾಧ್ಯಕ್ಷ ಸತೀಶ್ ಬಿ. ನಂಜಪ್ಪ, ಹಿರಿಯ ಅಧಿಕಾರಿಗಳಾದ ಸಂತೋಷ್ ಅನಂತಪುರ, ಬಳಗಿನ ರಂಗ ಮೊದಲಾದವರು ಉಪಸ್ಥಿತರಿದ್ದರು. [1147,674,1513,1038]
story3-text-1: ಮಂಡ್ಯ ಜಿಲ್ಲೆಯ ಮದ್ದೂರಿನಲ್ಲಿ ನಡೆದ ಘಟನೆ ಪೂರ್ವನಿಯೋಜಿತ ಕೃತ್ಯವಾಗಿದೆ. ಅಲ್ಲಿ ಪೊಲೀಸ್ ಇಲಾಖೆ ಹಾಗೂ ಸರ್ಕಾರದ ವೈಫಲ್ಯವಾಗಿದ್ದು, ಒಟ್ಟಾರೆ ರಾಜ್ಯಸರ್ಕಾರದ ಪರಿಣಾಮ ಈ ಗಲಭೆಯಾಗಿದ್ದು, ಈ ಬಗ್ಗೆ ಮ್ಯಾಜಿಸ್ಟ್ರೇಟ್ ತನಿಖೆ ನಡೆಸಿ ತಪ್ಪಿತಸ್ಥರಿಗೆ ಕಠಿಣ ಶಿಕ್ಷೆ ನೀಡಬೇಕು ಎಂದು ಮಾಜಿ ಮುಖ್ಯಮಂತ್ರಿ ಹಾಗೂ ಸಂಸದ ಬಸವರಾಜ ಬೊಮ್ಮಾಯಿ ಆಗ್ರಹಿಸಿದ್ದಾರೆ. ನವ ದೆಹಲಿಯಲ್ಲಿ ಮಾಧ್ಯಮದವರೊಂದಿಗೆ ಮಾತನಾಡಿದ ಅವರು, ಮದ್ದೂರಿನಲ್ಲಿ ಗಣೇಶೋತ್ಸವ ಮೆರವಣಿಗೆ ವೇಳೆ ಕಲ್ಲುಗಳನ್ನು [48,1837,415,1949]
contact-title: ಜಾಹೀರಾತಿಗಾಗಿ ಸಂಪರ್ಕಿಸಿ [64,207,226,229]
story3-text-3: ಗೃಹ ಸಚಿವ ಡಾ. ಜಿ. ಪರಮೇಶ್ವರ್ ಅವರು ಘಟನೆಯನ್ನು ಸಣ್ಣ ಘಟನೆಯಾಗಿ ತೆಗೆದುಕೊಂಡಿದ್ದಾರೆ. ಬೇಜವಾಬ್ದಾರಿಯಿಂದ ಮಾತನಾಡಿದ್ದಾರೆ. ಕಾನೂನು ಸುವ್ಯವಸ್ಥೆ ಕಲ್ಪಿಸುವುದು ಸರ್ಕಾರದ ಜವಾಬ್ದಾರಿ, ಅನವಶ್ಯಕವಾಗಿ ಬಿಜೆಪಿ ಮೇಲೆ ಆರೋಪ ಮಾಡುವುದನ್ನು ಬಿಟ್ಟು ನಿಷ್ಪಕ್ಷಪಾತವಾಗಿ ತಮ್ಮ ಕರ್ತವ್ಯ ಮಾಡುವುದನ್ನು ಕಲಿಯಲಿ. ಒಟ್ಟಿಗೆ ರಾಜಕಾರಣ ಮಾಡುವುದರ ಪರಿಣಾಮದಿಂದ ಈ ಘಟನೆ ನಡೆದಿದೆ. ಸಮಾಜ ಘಾತುಕ ಶಕ್ತಿಗಳಿಗೆ ಏನು ಮಾಡಿದರೂ ನಡೆಯುತ್ತದೆ ಎನ್ನುವ ಧೈರ್ಯವನ್ನು ಈ ಸರ್ಕಾರ ನೀಡಿದೆ. ಹೀಗಾಗಿ ಕಾನೂನು ಮತ್ತು ಪೊಲೀಸರ ಭಯ ಇಲ್ಲದೆ ಅವರು ನಿರ್ಭೀತಿಯಿಂದ ಹಿಂಸಾತ್ಮಕ ಕೃತ್ಯಗಳನ್ನು [798,2195,1158,2346]
districts-line: ಗದಗ । ಕೊಪ್ಪಳ । ಬಾಗಲಕೋಟ । ವಿಜಯಪುರ । ಹುಬ್ಬಳ್ಳಿ-ಧಾರವಾಡ । ಬೆಳಗಾವಿ । ಹಾವೇರಿ ಏಕಕಾಲಕ್ಕೆ ಪ್ರಕಟಿತ [922,105,1510,124]
quote-box [1213,161,1519,381]
story3-body-col4 [1170,1835,1519,2368]
column-separator [744,502,745,1618]
mou-signing-photo [766,1224,1517,1616]
logo-red-swoosh [728,256,790,356]
zp-photo-board-text: ಜಿಲ್ಲಾ ಪಂಚಾಯತ ಗದಗ [543,1179,654,1195]
english-name: GADAG VANI Kannada Daily Morning [64,395,487,418]
story3-text-side: ಶೇಖರಣೆ ಮಾಡಿ ತೂರಾಟ ಮಾಡಿದ್ದಾರೆ. ಪೊಲೀಸ್ ಇಲಾಖೆಯ ಸೂಕ್ತ ಬಂದೋಬಸ್ತ್ ಮಾಡಿಕೊಳ್ಳುವಲ್ಲಿ ಸಂಪೂರ್ಣ ವಿಫಲವಾಗಿವೆ. ಘಟನೆಯ ನಂತರ ಪೊಲೀಸರು ಸ್ವಲ್ಪ ತೆರೆದಿದ್ದಾರೆ. ಘಟನೆಯಲ್ಲಿ ಅಮಾಯಕರನ್ನು ಬಂಧಿಸಿದ್ದಾರೆ. ಇದಂದು ಹಿಂದೂ ಸಂಘಟನೆಗಳು ಪ್ರತಿಭಟನೆ ಮಾಡಿದರೆ ಅವರ ಮೇಲೆ [270,2021,415,2211]
email-icon: ✉ [1115,456,1129,475]
